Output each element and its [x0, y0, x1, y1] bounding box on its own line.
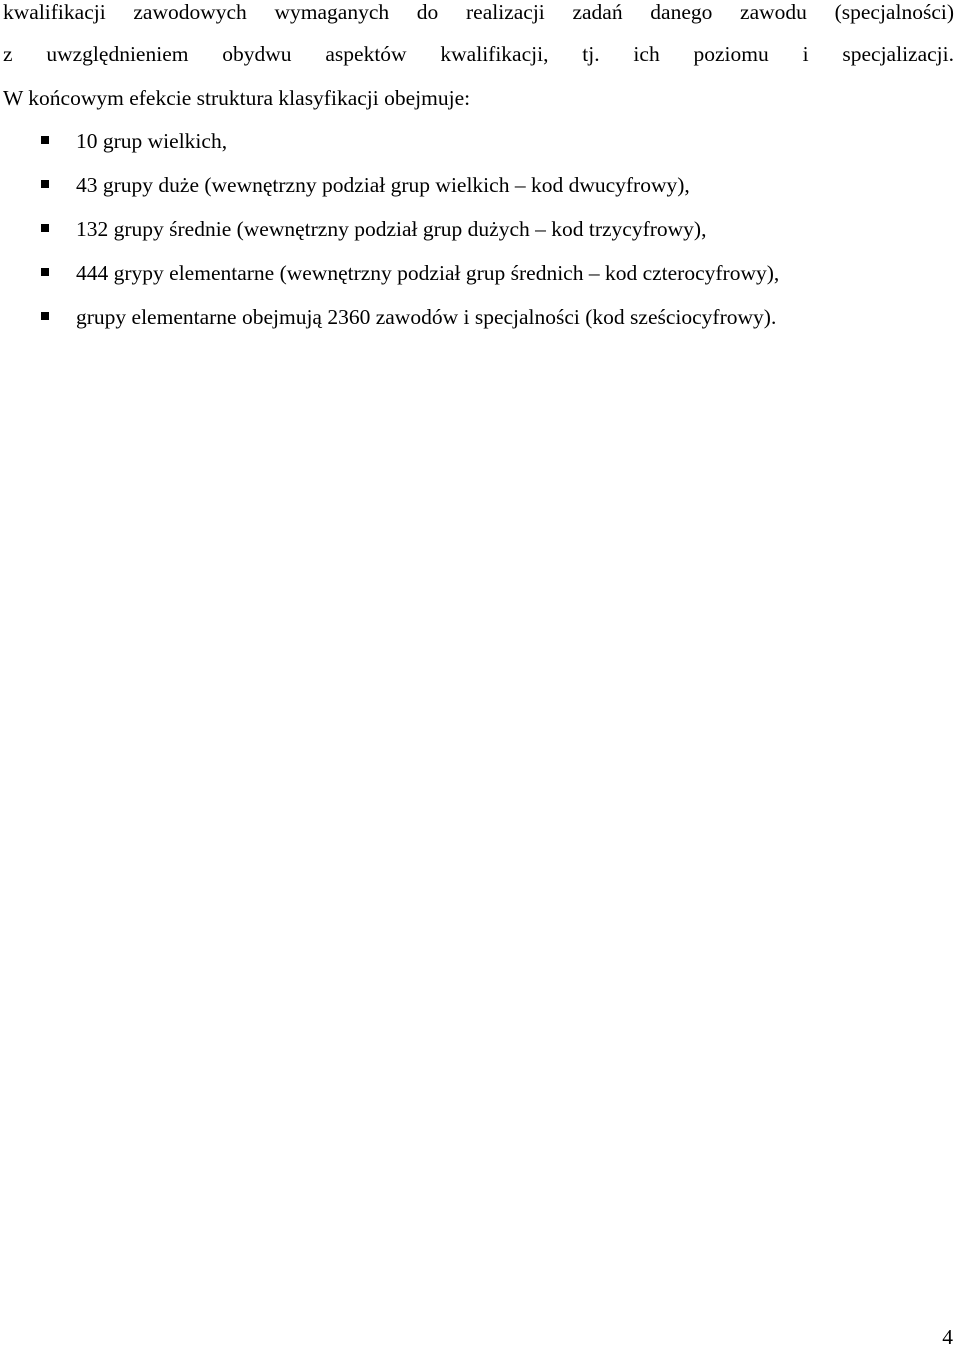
square-bullet-icon	[41, 224, 49, 232]
paragraph-line-2: z uwzględnieniem obydwu aspektów kwalifikacji, tj. ich poziomu i specjalizacji.	[3, 42, 954, 66]
page-number: 4	[942, 1325, 953, 1349]
square-bullet-icon	[41, 312, 49, 320]
square-bullet-icon	[41, 136, 49, 144]
paragraph-line-3: W końcowym efekcie struktura klasyfikacji obejmuje:	[3, 86, 471, 110]
square-bullet-icon	[41, 180, 49, 188]
paragraph-line-1: kwalifikacji zawodowych wymaganych do realizacji zadań danego zawodu (specjalności)	[3, 0, 954, 24]
square-bullet-icon	[41, 268, 49, 276]
list-item-text: 444 grypy elementarne (wewnętrzny podział grup średnich – kod czterocyfrowy),	[76, 261, 780, 285]
list-item-text: 10 grup wielkich,	[76, 129, 228, 153]
list-item-text: 43 grupy duże (wewnętrzny podział grup wielkich – kod dwucyfrowy),	[76, 173, 690, 197]
list-item-text: grupy elementarne obejmują 2360 zawodów i specjalności (kod sześciocyfrowy).	[76, 305, 777, 329]
list-item-text: 132 grupy średnie (wewnętrzny podział grup dużych – kod trzycyfrowy),	[76, 217, 707, 241]
